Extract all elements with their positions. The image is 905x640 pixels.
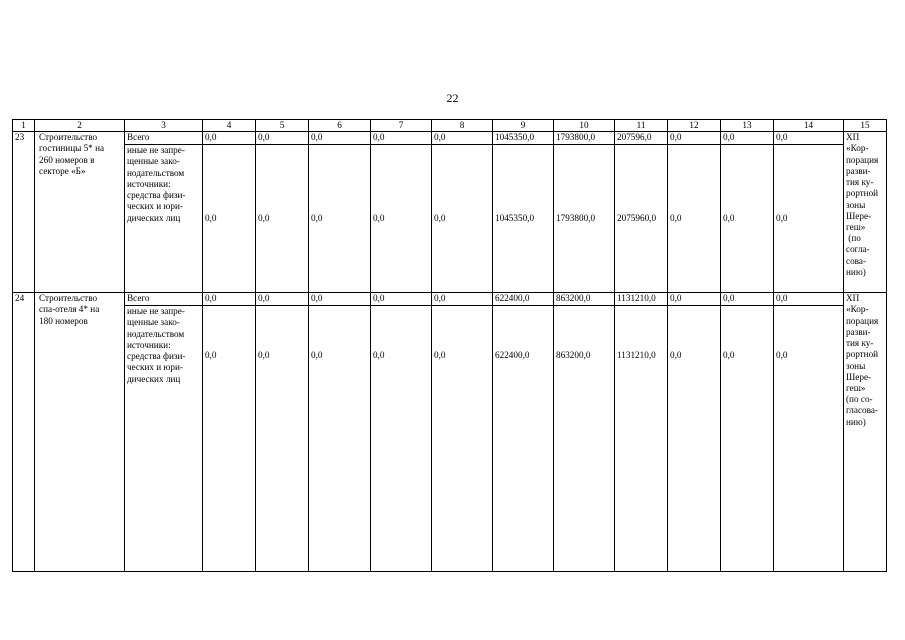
value-cell: 863200,0 <box>554 306 615 572</box>
funding-label: Всего <box>125 132 203 145</box>
value-cell: 0,0 <box>309 293 371 306</box>
value-cell: 0,0 <box>774 306 844 572</box>
header-cell: 3 <box>125 120 203 132</box>
header-cell: 9 <box>493 120 554 132</box>
value-cell: 2075960,0 <box>615 145 668 293</box>
value-cell: 0,0 <box>309 306 371 572</box>
value-cell: 0,0 <box>371 132 432 145</box>
funding-source-label: иные не запре- щенные зако- нодательством источники: средства физи- ческих и юри- дических лиц <box>125 145 203 293</box>
value-cell: 0,0 <box>774 132 844 145</box>
header-cell: 6 <box>309 120 371 132</box>
value-cell: 0,0 <box>721 306 774 572</box>
table-row-total <box>13 132 887 145</box>
header-cell: 13 <box>721 120 774 132</box>
value-cell: 0,0 <box>203 145 256 293</box>
row-number: 24 <box>13 293 35 572</box>
header-cell: 7 <box>371 120 432 132</box>
value-cell: 0,0 <box>203 306 256 572</box>
header-cell: 11 <box>615 120 668 132</box>
value-cell: 0,0 <box>371 306 432 572</box>
executor: ХП «Кор- порация разви- тия ку- рортной зоны Шере- геш» (по со- гласова- нию) <box>844 293 887 572</box>
table-row-total <box>13 293 887 306</box>
project-name: Строительство спа-отеля 4* на 180 номеров <box>35 293 125 572</box>
executor: ХП «Кор- порация разви- тия ку- рортной зоны Шере- геш» (по согла- сова- нию) <box>844 132 887 293</box>
row-number: 23 <box>13 132 35 293</box>
value-cell: 0,0 <box>256 293 309 306</box>
value-cell: 1793800,0 <box>554 132 615 145</box>
value-cell: 0,0 <box>309 132 371 145</box>
header-cell: 14 <box>774 120 844 132</box>
funding-label: Всего <box>125 293 203 306</box>
value-cell: 0,0 <box>668 145 721 293</box>
header-cell: 5 <box>256 120 309 132</box>
funding-table <box>12 119 887 572</box>
funding-source-label: иные не запре- щенные зако- нодательством источники: средства физи- ческих и юри- дических лиц <box>125 306 203 572</box>
page-number: 22 <box>446 91 459 105</box>
value-cell: 0,0 <box>256 132 309 145</box>
header-cell: 12 <box>668 120 721 132</box>
value-cell: 0,0 <box>256 306 309 572</box>
table-row-source <box>13 306 887 572</box>
value-cell: 0,0 <box>203 293 256 306</box>
header-cell: 4 <box>203 120 256 132</box>
table-row-source <box>13 145 887 293</box>
header-row <box>13 120 887 132</box>
value-cell: 0,0 <box>721 293 774 306</box>
value-cell: 622400,0 <box>493 293 554 306</box>
value-cell: 1131210,0 <box>615 306 668 572</box>
value-cell: 0,0 <box>432 293 493 306</box>
value-cell: 0,0 <box>371 293 432 306</box>
header-cell: 15 <box>844 120 887 132</box>
value-cell: 863200,0 <box>554 293 615 306</box>
value-cell: 0,0 <box>432 145 493 293</box>
header-cell: 10 <box>554 120 615 132</box>
value-cell: 1793800,0 <box>554 145 615 293</box>
value-cell: 207596,0 <box>615 132 668 145</box>
value-cell: 1131210,0 <box>615 293 668 306</box>
value-cell: 1045350,0 <box>493 132 554 145</box>
project-name: Строительство гостиницы 5* на 260 номеров в секторе «Б» <box>35 132 125 293</box>
value-cell: 0,0 <box>203 132 256 145</box>
value-cell: 0,0 <box>309 145 371 293</box>
value-cell: 0,0 <box>668 306 721 572</box>
header-cell: 1 <box>13 120 35 132</box>
value-cell: 0,0 <box>668 293 721 306</box>
value-cell: 0,0 <box>774 145 844 293</box>
header-cell: 8 <box>432 120 493 132</box>
value-cell: 1045350,0 <box>493 145 554 293</box>
value-cell: 0,0 <box>432 132 493 145</box>
header-cell: 2 <box>35 120 125 132</box>
value-cell: 0,0 <box>721 132 774 145</box>
value-cell: 0,0 <box>721 145 774 293</box>
value-cell: 622400,0 <box>493 306 554 572</box>
value-cell: 0,0 <box>256 145 309 293</box>
value-cell: 0,0 <box>774 293 844 306</box>
value-cell: 0,0 <box>432 306 493 572</box>
value-cell: 0,0 <box>668 132 721 145</box>
value-cell: 0,0 <box>371 145 432 293</box>
